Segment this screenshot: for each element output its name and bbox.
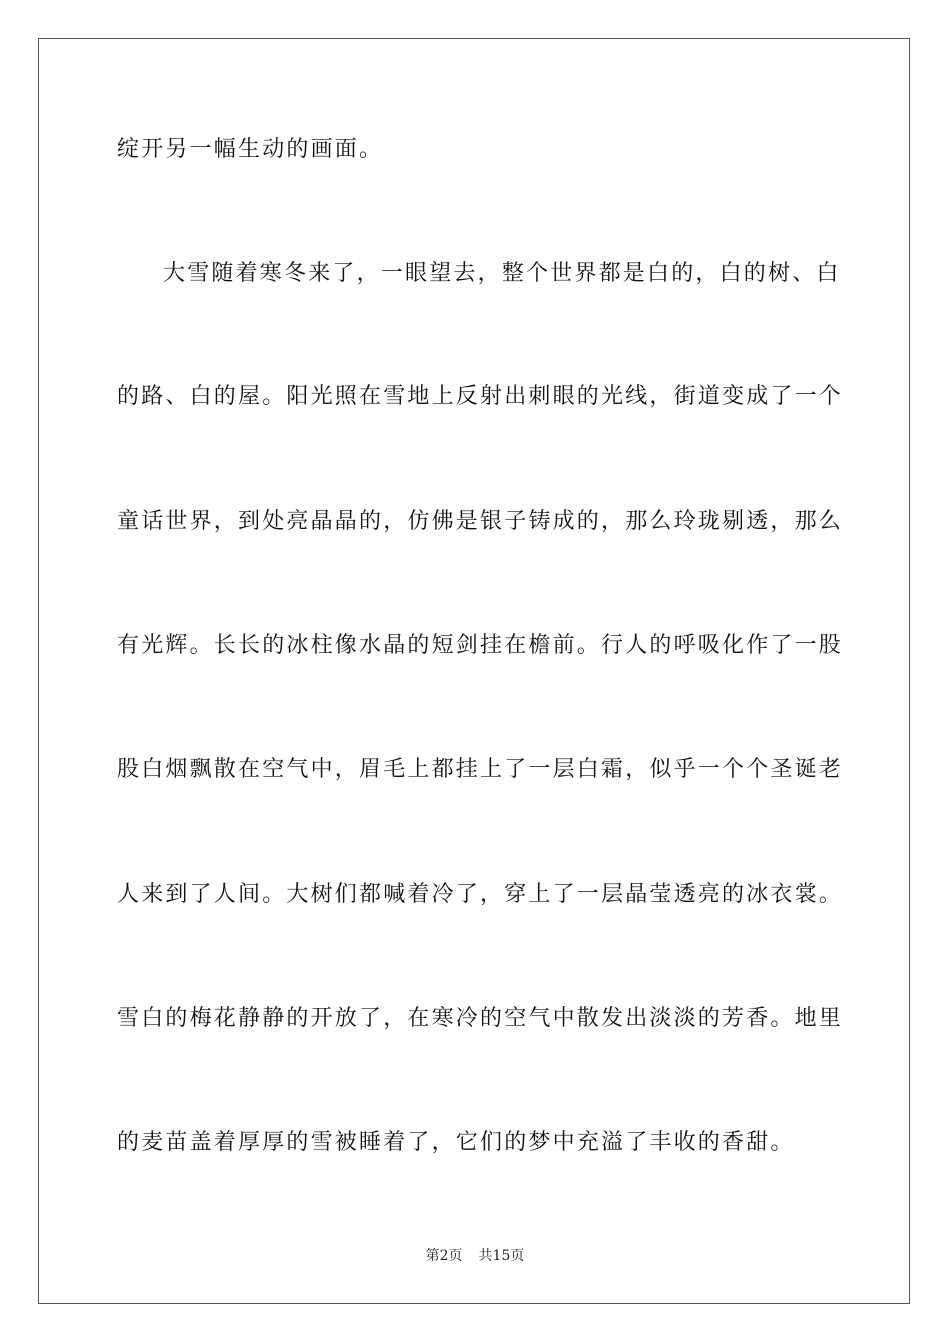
paragraph-line: 绽开另一幅生动的画面。	[117, 137, 384, 162]
page-border	[38, 38, 910, 1304]
paragraph-line: 的麦苗盖着厚厚的雪被睡着了，它们的梦中充溢了丰收的香甜。	[117, 1130, 795, 1155]
page-footer	[0, 1246, 950, 1266]
paragraph-line: 童话世界，到处亮晶晶的，仿佛是银子铸成的，那么玲珑剔透，那么	[117, 509, 844, 534]
paragraph-line: 的路、白的屋。阳光照在雪地上反射出刺眼的光线，街道变成了一个	[117, 384, 844, 409]
paragraph-line: 有光辉。长长的冰柱像水晶的短剑挂在檐前。行人的呼吸化作了一股	[117, 633, 844, 658]
paragraph-line: 股白烟飘散在空气中，眉毛上都挂上了一层白霜，似乎一个个圣诞老	[117, 757, 844, 782]
paragraph-line: 大雪随着寒冬来了，一眼望去，整个世界都是白的，白的树、白	[163, 261, 841, 286]
page-number: 第2页	[425, 1248, 463, 1264]
page-total: 共15页	[478, 1248, 525, 1264]
paragraph-line: 雪白的梅花静静的开放了，在寒冷的空气中散发出淡淡的芳香。地里	[117, 1006, 844, 1031]
paragraph-line: 人来到了人间。大树们都喊着冷了，穿上了一层晶莹透亮的冰衣裳。	[117, 882, 844, 907]
